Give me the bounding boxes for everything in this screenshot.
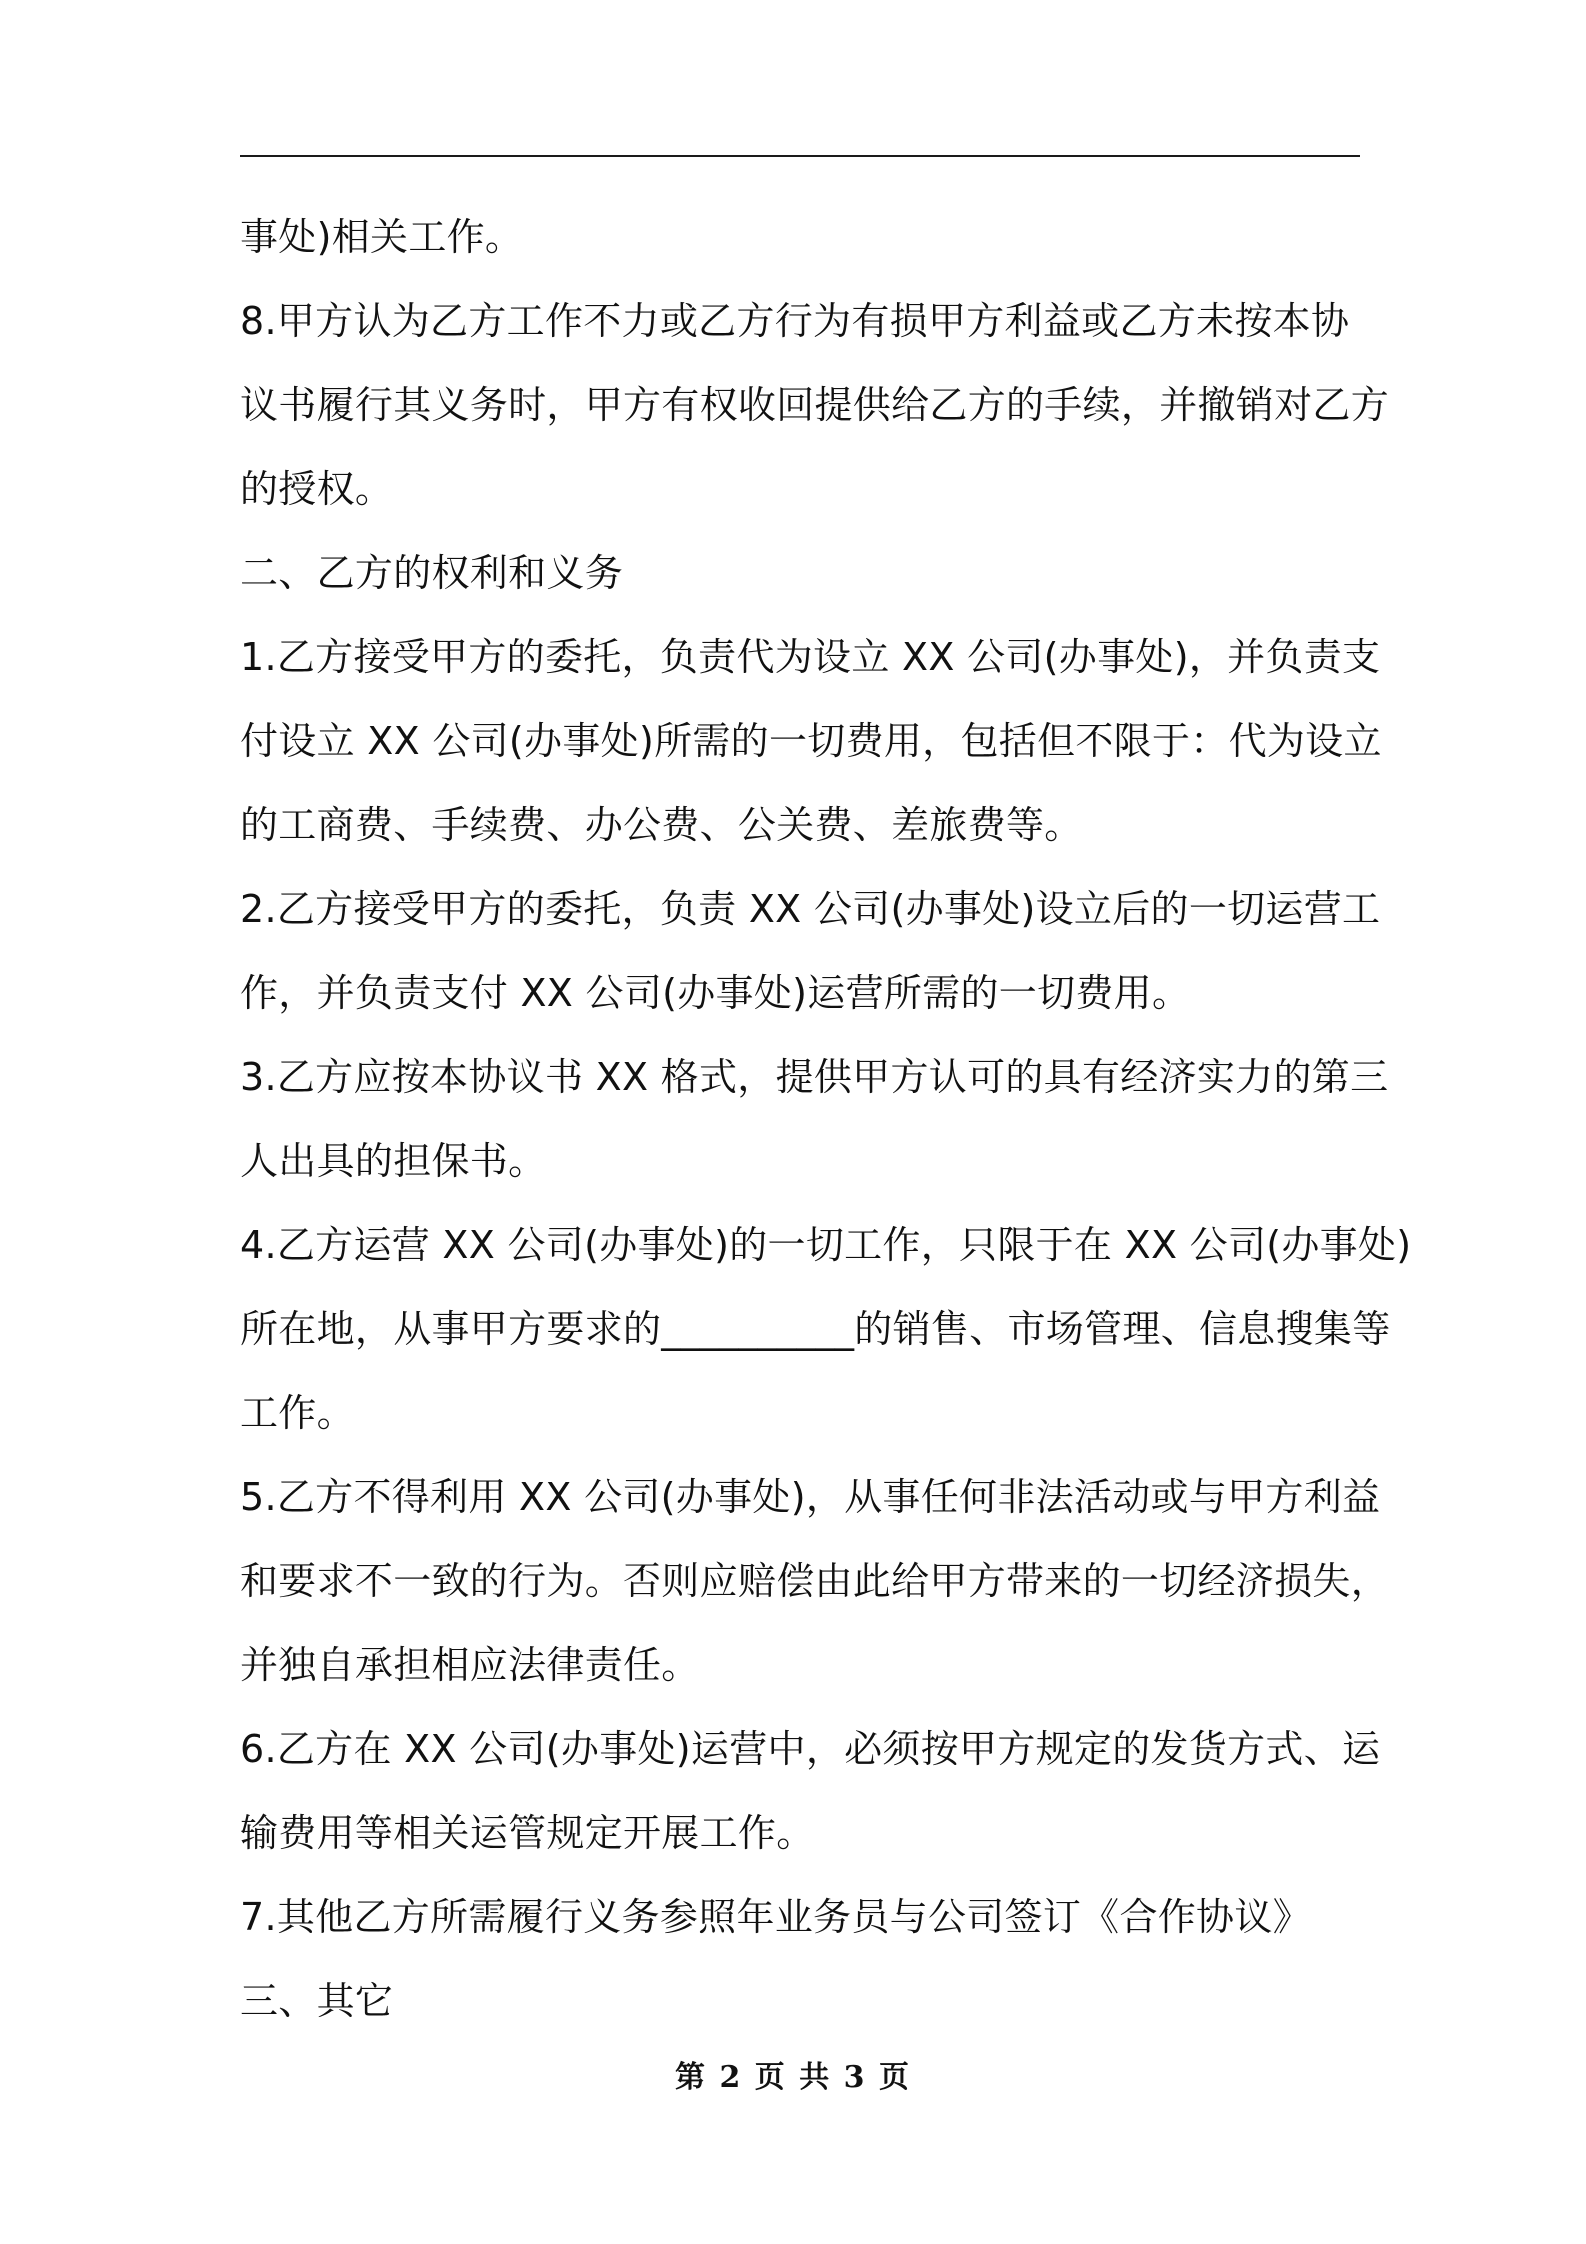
- section-heading: 三、其它: [240, 1979, 394, 2023]
- section-heading: 二、乙方的权利和义务: [240, 551, 624, 595]
- page-number-footer: 第 2 页 共 3 页: [675, 2060, 911, 2095]
- text-line: 人出具的担保书。: [240, 1139, 547, 1183]
- text-line: 的工商费、手续费、办公费、公关费、差旅费等。: [240, 803, 1083, 847]
- text-line: 议书履行其义务时，甲方有权收回提供给乙方的手续，并撤销对乙方: [240, 383, 1390, 427]
- text-line: 事处)相关工作。: [240, 215, 524, 259]
- text-line: 输费用等相关运管规定开展工作。: [240, 1811, 815, 1855]
- text-line: 的授权。: [240, 467, 394, 511]
- text-line: 7.其他乙方所需履行义务参照年业务员与公司签订《合作协议》: [240, 1895, 1311, 1939]
- text-line: 8.甲方认为乙方工作不力或乙方行为有损甲方利益或乙方未按本协: [240, 299, 1350, 343]
- header-rule: [240, 155, 1360, 157]
- text-line: 所在地，从事甲方要求的__________的销售、市场管理、信息搜集等: [240, 1307, 1391, 1351]
- text-line: 并独自承担相应法律责任。: [240, 1643, 700, 1687]
- text-line: 和要求不一致的行为。否则应赔偿由此给甲方带来的一切经济损失，: [240, 1559, 1390, 1603]
- text-line: 2.乙方接受甲方的委托，负责 XX 公司(办事处)设立后的一切运营工: [240, 887, 1381, 931]
- text-line: 作，并负责支付 XX 公司(办事处)运营所需的一切费用。: [240, 971, 1191, 1015]
- text-line: 4.乙方运营 XX 公司(办事处)的一切工作，只限于在 XX 公司(办事处): [240, 1223, 1412, 1267]
- text-line: 3.乙方应按本协议书 XX 格式，提供甲方认可的具有经济实力的第三: [240, 1055, 1389, 1099]
- text-line: 1.乙方接受甲方的委托，负责代为设立 XX 公司(办事处)，并负责支: [240, 635, 1381, 679]
- text-line: 工作。: [240, 1391, 355, 1435]
- text-line: 6.乙方在 XX 公司(办事处)运营中，必须按甲方规定的发货方式、运: [240, 1727, 1381, 1771]
- text-line: 5.乙方不得利用 XX 公司(办事处)，从事任何非法活动或与甲方利益: [240, 1475, 1381, 1519]
- document-body: [240, 195, 1412, 2043]
- text-line: 付设立 XX 公司(办事处)所需的一切费用，包括但不限于：代为设立: [240, 719, 1382, 763]
